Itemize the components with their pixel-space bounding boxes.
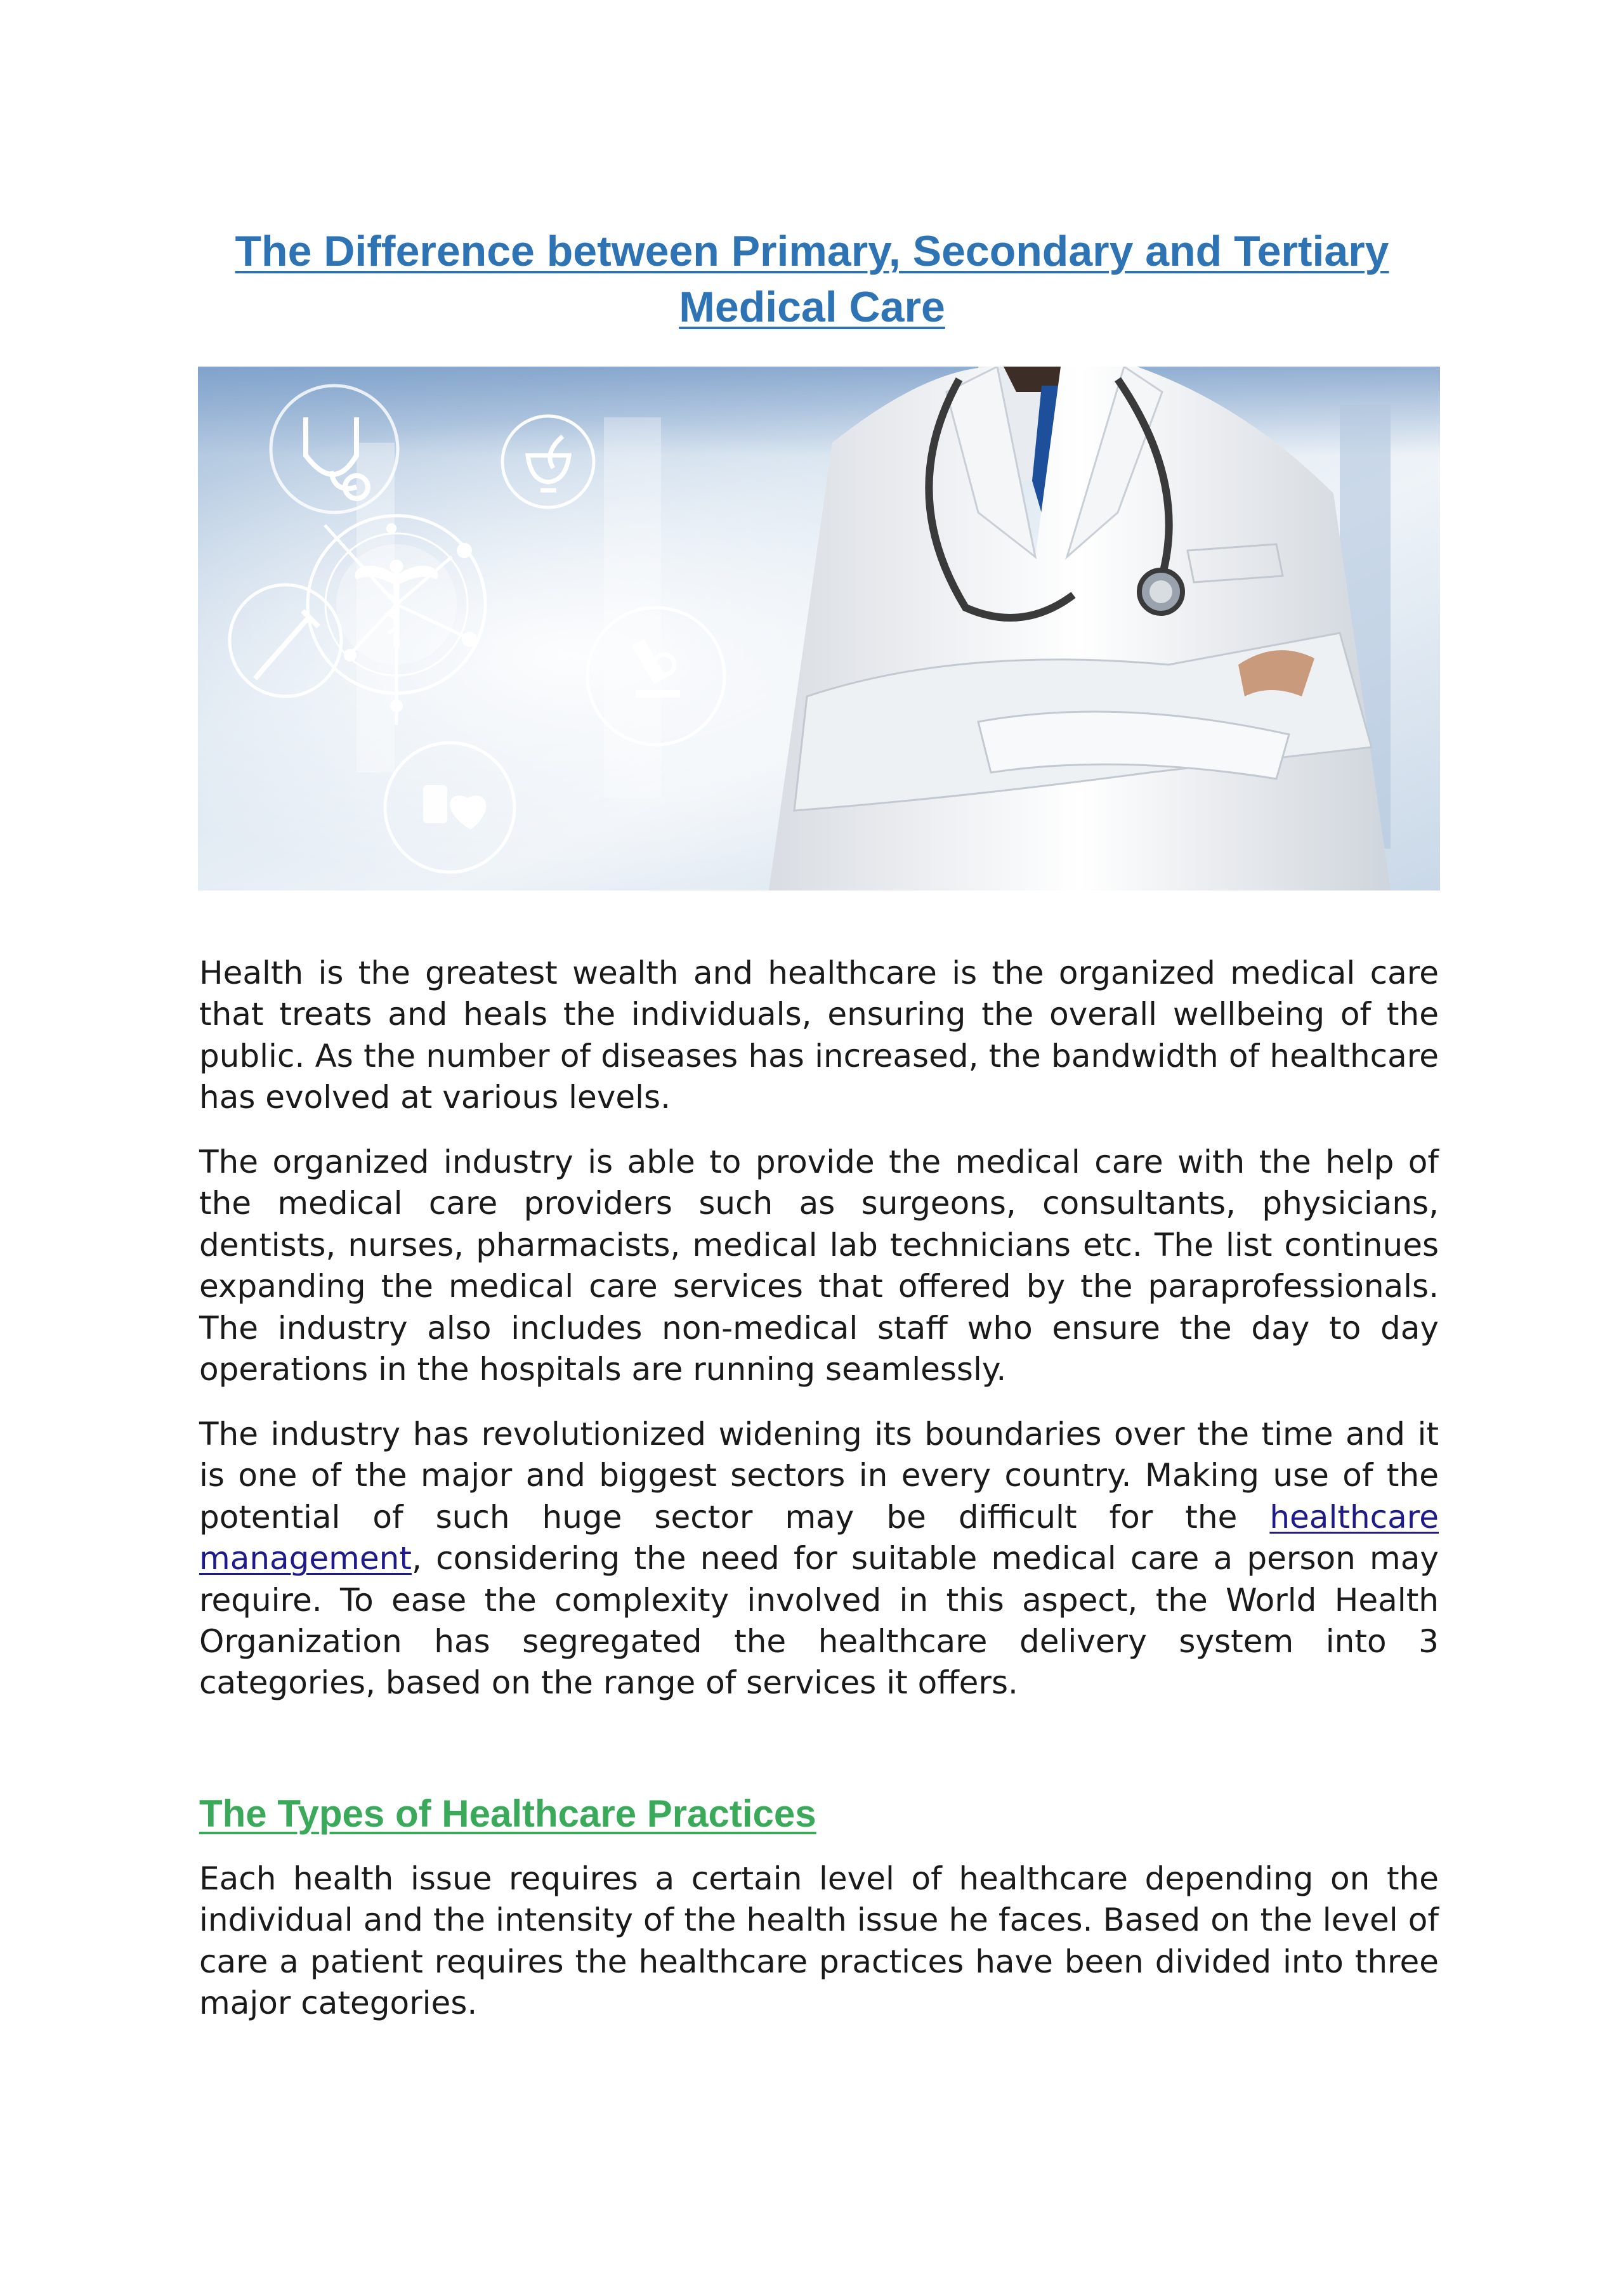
hero-image-doctor (198, 367, 1440, 890)
intro-paragraph: Health is the greatest wealth and healthcare is the organized medical care that treats and heals the individuals, ensuring the overall wellbeing of the public. As the number of diseases has increased, the bandwidth of healthcare has evolved at various levels. (199, 955, 1439, 1116)
industry-paragraph: The organized industry is able to provide the medical care with the help of the medical care providers such as surgeons, consultants, physicians, dentists, nurses, pharmacists, medical lab technicians etc. The list continues expanding the medical care services that offered by the paraprofessionals. The industry also includes non-medical staff who ensure the day to day operations in the hospitals are running seamlessly. (199, 1144, 1439, 1388)
who-paragraph-text-after-link: , considering the need for suitable medical care a person may require. To ease the complexity involved in this aspect, the World Health Organization has segregated the healthcare delivery system into 3 categories, based on the range of services it offers. (199, 1540, 1439, 1702)
title-line-2: Medical Care (679, 283, 945, 331)
section-heading-text: The Types of Healthcare Practices (199, 1792, 816, 1835)
types-paragraph: Each health issue requires a certain level of healthcare depending on the individual and the intensity of the health issue he faces. Based on the level of care a patient requires the healthcare practices have been divided into three major categories. (199, 1860, 1439, 2022)
who-paragraph-text-before-link: The industry has revolutionized widening its boundaries over the time and it is one of the major and biggest sectors in every country. Making use of the potential of such huge sector may be difficult for the (199, 1416, 1439, 1536)
healthcare-management-link[interactable]: healthcare management (199, 1498, 1439, 1577)
who-paragraph (199, 1414, 1439, 1704)
title-line-1: The Difference between Primary, Secondary and Tertiary (235, 227, 1389, 275)
document-title (190, 223, 1434, 335)
section-heading-types (199, 1790, 816, 1838)
